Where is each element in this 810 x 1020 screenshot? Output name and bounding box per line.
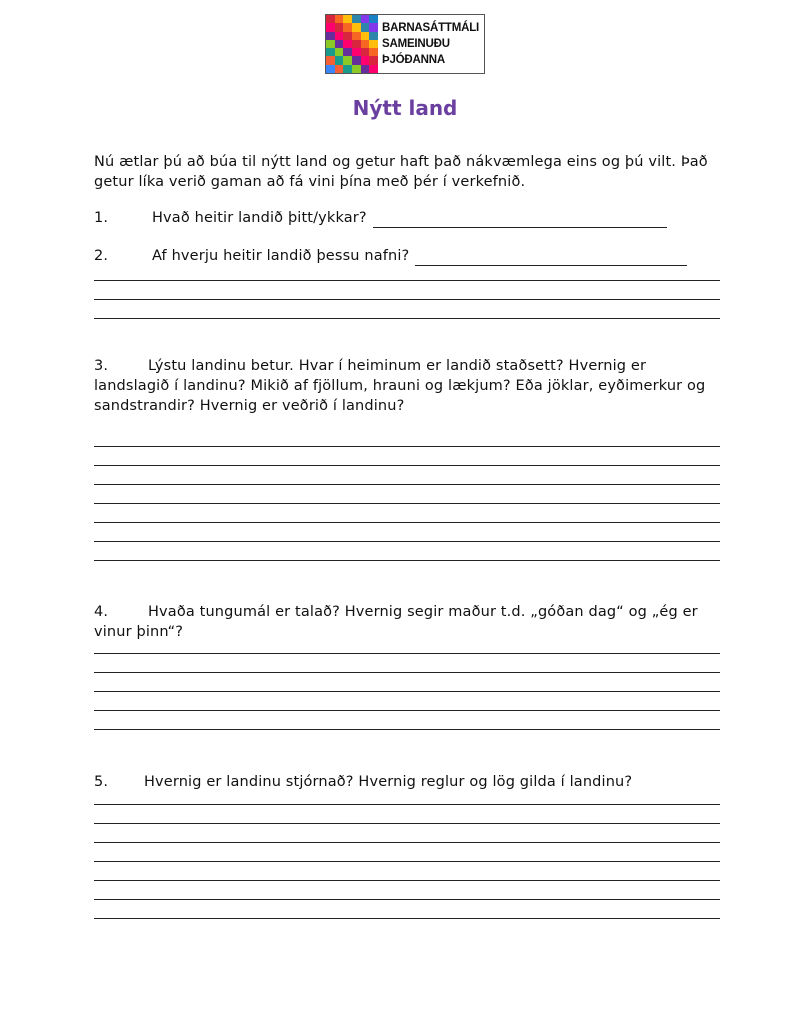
logo-text xyxy=(378,15,484,73)
logo-tile xyxy=(335,40,344,48)
page-title: Nýtt land xyxy=(352,96,458,120)
question-number: 1. xyxy=(94,210,109,226)
answer-line[interactable] xyxy=(94,522,720,523)
logo-tile xyxy=(326,65,335,73)
answer-line[interactable] xyxy=(94,560,720,561)
logo-tile xyxy=(361,40,370,48)
logo-tile xyxy=(343,32,352,40)
logo-tile xyxy=(335,65,344,73)
logo-tile xyxy=(369,32,378,40)
logo-tile xyxy=(343,56,352,64)
logo-tile xyxy=(369,48,378,56)
question-1 xyxy=(94,208,720,228)
logo-tile xyxy=(369,15,378,23)
logo-line-3: ÞJÓÐANNA xyxy=(382,54,445,66)
answer-line[interactable] xyxy=(94,918,720,919)
question-3 xyxy=(94,356,720,416)
answer-line[interactable] xyxy=(373,212,667,228)
question-4 xyxy=(94,602,720,642)
logo-tile xyxy=(343,23,352,31)
logo-tile xyxy=(352,15,361,23)
logo-tile xyxy=(335,15,344,23)
logo-tile xyxy=(326,56,335,64)
answer-line[interactable] xyxy=(94,804,720,805)
question-text: Af hverju heitir landið þessu nafni? xyxy=(152,248,410,264)
logo-tile xyxy=(369,40,378,48)
answer-line[interactable] xyxy=(94,541,720,542)
logo-tile xyxy=(335,56,344,64)
question-5 xyxy=(94,772,720,792)
question-text: Hvað heitir landið þitt/ykkar? xyxy=(152,210,367,226)
answer-line[interactable] xyxy=(94,653,720,654)
logo-tile xyxy=(335,32,344,40)
logo-color-grid xyxy=(326,15,378,73)
logo-tile xyxy=(361,15,370,23)
logo-tile xyxy=(343,15,352,23)
logo-tile xyxy=(369,23,378,31)
answer-line[interactable] xyxy=(94,842,720,843)
answer-line[interactable] xyxy=(94,823,720,824)
answer-line[interactable] xyxy=(94,280,720,281)
answer-line[interactable] xyxy=(94,880,720,881)
logo-tile xyxy=(352,56,361,64)
answer-line[interactable] xyxy=(94,691,720,692)
logo-line-1: BARNASÁTTMÁLI xyxy=(382,22,480,34)
answer-line[interactable] xyxy=(94,299,720,300)
question-number: 5. xyxy=(94,774,109,790)
answer-line[interactable] xyxy=(94,729,720,730)
question-text: Hvernig er landinu stjórnað? Hvernig reglur og lög gilda í landinu? xyxy=(144,774,633,790)
answer-line[interactable] xyxy=(94,672,720,673)
answer-line[interactable] xyxy=(94,484,720,485)
answer-line[interactable] xyxy=(94,710,720,711)
logo-tile xyxy=(361,56,370,64)
answer-line[interactable] xyxy=(94,446,720,447)
answer-line[interactable] xyxy=(94,465,720,466)
logo-tile xyxy=(326,40,335,48)
logo-tile xyxy=(335,23,344,31)
logo-tile xyxy=(352,48,361,56)
intro-paragraph: Nú ætlar þú að búa til nýtt land og getur haft það nákvæmlega eins og þú vilt. Það getur líka verið gaman að fá vini þína með þér í verkefnið. xyxy=(94,154,708,190)
logo-line-2: SAMEINUÐU xyxy=(382,38,450,50)
question-text: Hvaða tungumál er talað? Hvernig segir maður t.d. „góðan dag“ og „ég er vinur þinn“? xyxy=(94,604,698,640)
question-2 xyxy=(94,246,720,266)
answer-line[interactable] xyxy=(94,503,720,504)
logo-tile xyxy=(361,48,370,56)
logo-tile xyxy=(326,15,335,23)
logo-tile xyxy=(352,32,361,40)
logo-tile xyxy=(352,65,361,73)
logo-tile xyxy=(352,40,361,48)
logo-tile xyxy=(352,23,361,31)
answer-line[interactable] xyxy=(94,861,720,862)
logo-tile xyxy=(361,65,370,73)
question-number: 3. xyxy=(94,358,109,374)
logo-tile xyxy=(343,65,352,73)
logo-tile xyxy=(369,56,378,64)
logo xyxy=(325,14,485,74)
answer-line[interactable] xyxy=(415,250,687,266)
logo-tile xyxy=(326,32,335,40)
logo-tile xyxy=(361,23,370,31)
logo-tile xyxy=(326,23,335,31)
logo-tile xyxy=(361,32,370,40)
answer-line[interactable] xyxy=(94,318,720,319)
logo-tile xyxy=(369,65,378,73)
logo-tile xyxy=(326,48,335,56)
logo-tile xyxy=(335,48,344,56)
question-text: Lýstu landinu betur. Hvar í heiminum er landið staðsett? Hvernig er landslagið í landinu? Mikið af fjöllum, hrauni og lækjum? Eða jöklar, eyðimerkur og sandstrandir? Hvernig er veðrið í landinu? xyxy=(94,358,706,414)
logo-tile xyxy=(343,48,352,56)
question-number: 2. xyxy=(94,248,109,264)
answer-line[interactable] xyxy=(94,899,720,900)
question-number: 4. xyxy=(94,604,109,620)
logo-tile xyxy=(343,40,352,48)
